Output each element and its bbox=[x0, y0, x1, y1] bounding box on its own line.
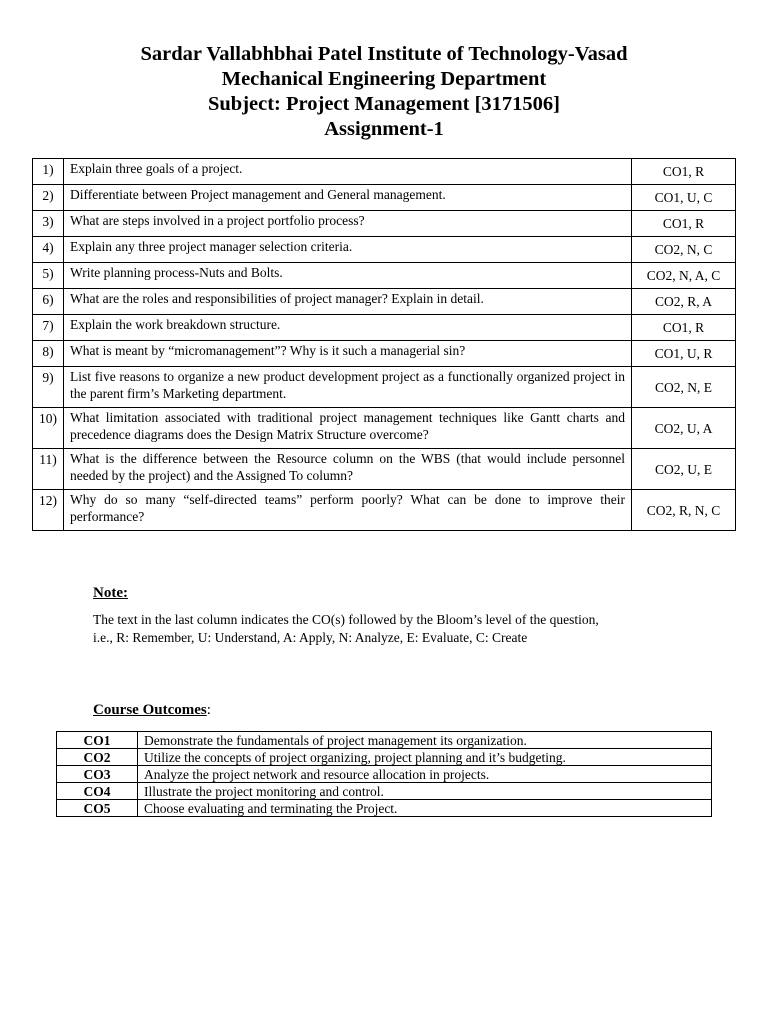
course-outcome-text: Utilize the concepts of project organizing, project planning and it’s budgeting. bbox=[138, 749, 712, 766]
question-row bbox=[33, 289, 736, 315]
question-number: 7) bbox=[33, 315, 64, 341]
question-co: CO1, R bbox=[632, 211, 736, 237]
question-row bbox=[33, 408, 736, 449]
assignment-title: Assignment-1 bbox=[324, 118, 444, 140]
question-number: 3) bbox=[33, 211, 64, 237]
course-outcomes-table bbox=[56, 731, 712, 817]
course-outcome-row bbox=[57, 732, 712, 749]
note-body bbox=[93, 611, 693, 647]
subject-line: Subject: Project Management [3171506] bbox=[207, 93, 560, 115]
question-co: CO2, R, A bbox=[632, 289, 736, 315]
course-outcome-row bbox=[57, 783, 712, 800]
course-outcome-row bbox=[57, 749, 712, 766]
question-number: 11) bbox=[33, 449, 64, 490]
note-line: i.e., R: Remember, U: Understand, A: Apply, N: Analyze, E: Evaluate, C: Create bbox=[93, 630, 528, 645]
question-row bbox=[33, 211, 736, 237]
question-number: 1) bbox=[33, 159, 64, 185]
question-row bbox=[33, 490, 736, 531]
question-co: CO2, N, E bbox=[632, 367, 736, 408]
question-text: What limitation associated with traditional project management techniques like Gantt charts and precedence diagrams does the Design Matrix Structure overcome? bbox=[64, 408, 632, 449]
question-row bbox=[33, 367, 736, 408]
question-number: 10) bbox=[33, 408, 64, 449]
course-outcomes-colon: : bbox=[206, 702, 211, 718]
question-text: Explain three goals of a project. bbox=[64, 159, 632, 185]
document-header bbox=[0, 42, 768, 142]
question-text: What is the difference between the Resource column on the WBS (that would include personnel needed by the project) and the Assigned To column? bbox=[64, 449, 632, 490]
question-number: 2) bbox=[33, 185, 64, 211]
question-row bbox=[33, 237, 736, 263]
course-outcome-text: Analyze the project network and resource allocation in projects. bbox=[138, 766, 712, 783]
course-outcome-id: CO1 bbox=[57, 732, 138, 749]
course-outcome-row bbox=[57, 800, 712, 817]
questions-table bbox=[32, 158, 736, 531]
question-row bbox=[33, 449, 736, 490]
department-name: Mechanical Engineering Department bbox=[221, 68, 547, 90]
course-outcome-id: CO4 bbox=[57, 783, 138, 800]
question-text: Explain any three project manager selection criteria. bbox=[64, 237, 632, 263]
question-co: CO1, R bbox=[632, 159, 736, 185]
course-outcome-row bbox=[57, 766, 712, 783]
question-text: Differentiate between Project management and General management. bbox=[64, 185, 632, 211]
question-co: CO1, R bbox=[632, 315, 736, 341]
question-co: CO1, U, C bbox=[632, 185, 736, 211]
course-outcomes-title: Course Outcomes bbox=[93, 702, 207, 718]
question-number: 4) bbox=[33, 237, 64, 263]
question-text: List five reasons to organize a new product development project as a functionally organized project in the parent firm’s Marketing department. bbox=[64, 367, 632, 408]
question-number: 12) bbox=[33, 490, 64, 531]
question-text: What are the roles and responsibilities of project manager? Explain in detail. bbox=[64, 289, 632, 315]
question-row bbox=[33, 341, 736, 367]
course-outcome-text: Choose evaluating and terminating the Project. bbox=[138, 800, 712, 817]
question-co: CO2, U, E bbox=[632, 449, 736, 490]
question-text: Write planning process-Nuts and Bolts. bbox=[64, 263, 632, 289]
note-heading: Note: bbox=[93, 585, 128, 601]
question-text: Explain the work breakdown structure. bbox=[64, 315, 632, 341]
question-row bbox=[33, 315, 736, 341]
question-co: CO1, U, R bbox=[632, 341, 736, 367]
course-outcome-text: Illustrate the project monitoring and control. bbox=[138, 783, 712, 800]
course-outcomes-heading bbox=[93, 702, 211, 719]
course-outcome-text: Demonstrate the fundamentals of project management its organization. bbox=[138, 732, 712, 749]
question-co: CO2, N, A, C bbox=[632, 263, 736, 289]
question-co: CO2, U, A bbox=[632, 408, 736, 449]
question-row bbox=[33, 159, 736, 185]
question-number: 5) bbox=[33, 263, 64, 289]
course-outcome-id: CO5 bbox=[57, 800, 138, 817]
question-number: 6) bbox=[33, 289, 64, 315]
question-text: What are steps involved in a project portfolio process? bbox=[64, 211, 632, 237]
question-co: CO2, N, C bbox=[632, 237, 736, 263]
question-number: 9) bbox=[33, 367, 64, 408]
question-co: CO2, R, N, C bbox=[632, 490, 736, 531]
question-row bbox=[33, 185, 736, 211]
institute-name: Sardar Vallabhbhai Patel Institute of Technology-Vasad bbox=[140, 43, 628, 65]
note-line: The text in the last column indicates the CO(s) followed by the Bloom’s level of the question, bbox=[93, 612, 599, 627]
course-outcome-id: CO2 bbox=[57, 749, 138, 766]
question-text: What is meant by “micromanagement”? Why is it such a managerial sin? bbox=[64, 341, 632, 367]
course-outcome-id: CO3 bbox=[57, 766, 138, 783]
question-text: Why do so many “self-directed teams” perform poorly? What can be done to improve their performance? bbox=[64, 490, 632, 531]
question-row bbox=[33, 263, 736, 289]
question-number: 8) bbox=[33, 341, 64, 367]
